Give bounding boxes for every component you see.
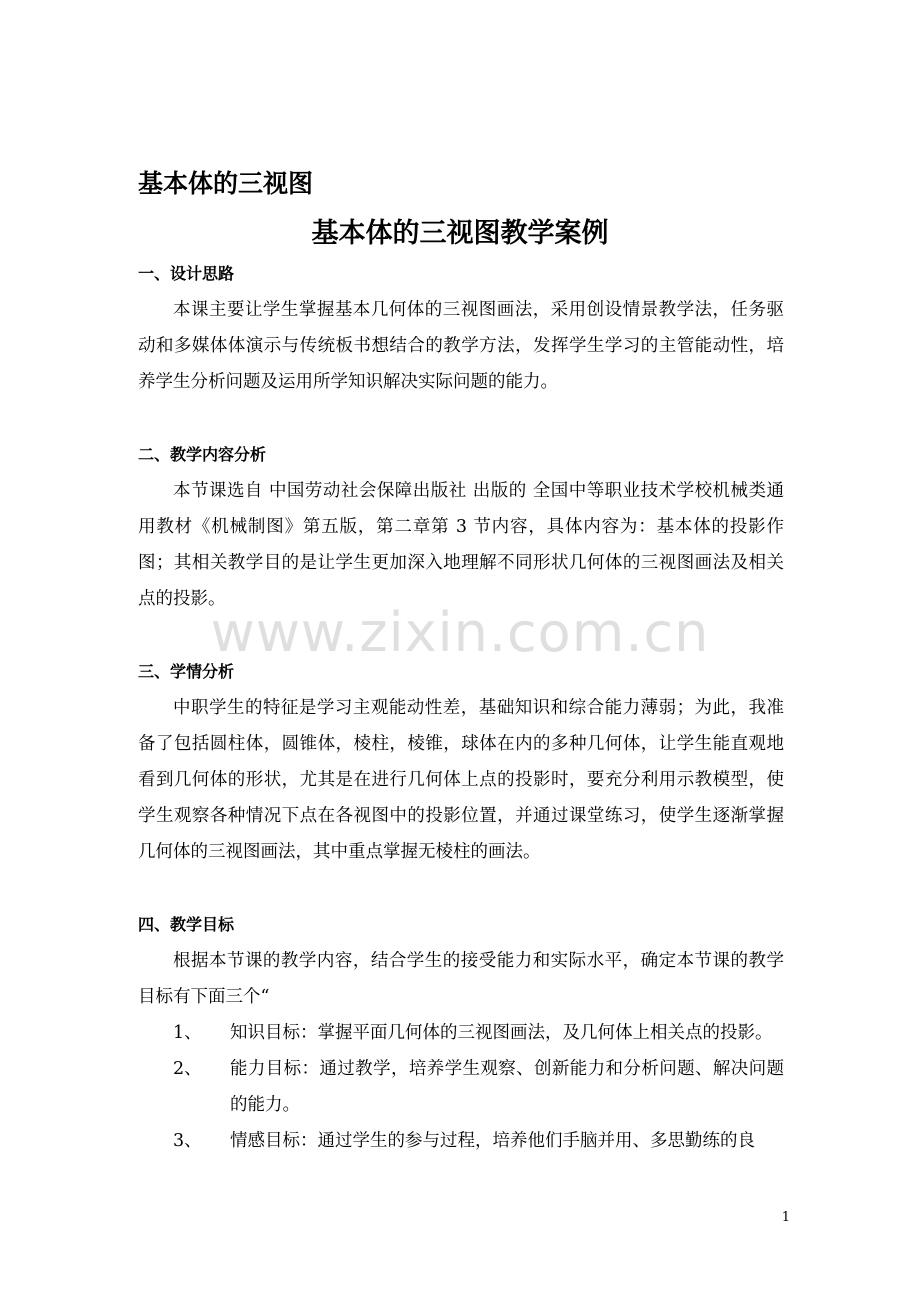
document-title: 基本体的三视图 xyxy=(138,169,314,198)
list-item-number: 1、 xyxy=(173,1023,202,1043)
section-paragraph: 中职学生的特征是学习主观能动性差，基础知识和综合能力薄弱；为此，我准备了包括圆柱体，圆锥体，棱柱，棱锥，球体在内的多种几何体，让学生能直观地看到几何体的形状，尤其是在进行几何体上点的投影时，要充分利用示教模型，使学生观察各种情况下点在各视图中的投影位置，并通过课堂练习，使学生逐渐掌握几何体的三视图画法，其中重点掌握无棱柱的画法。 xyxy=(138,698,784,862)
section-heading-design-idea: 一、设计思路 xyxy=(138,264,235,283)
section-heading-content-analysis: 二、教学内容分析 xyxy=(138,445,267,464)
section-paragraph: 根据本节课的教学内容，结合学生的接受能力和实际水平，确定本节课的教学目标有下面三个“ xyxy=(138,951,784,1007)
list-item-number: 3、 xyxy=(173,1131,202,1151)
section-heading-student-analysis: 三、学情分析 xyxy=(138,662,235,681)
section-heading-teaching-goals: 四、教学目标 xyxy=(138,915,235,934)
list-item xyxy=(173,1015,784,1051)
watermark: www.zixin.com.cn xyxy=(210,601,710,664)
document-subtitle: 基本体的三视图教学案例 xyxy=(311,218,609,249)
section-paragraph: 本课主要让学生掌握基本几何体的三视图画法，采用创设情景教学法，任务驱动和多媒体体演示与传统板书想结合的教学方法，发挥学生学习的主管能动性，培养学生分析问题及运用所学知识解决实际问题的能力。 xyxy=(138,300,784,392)
list-item-text: 知识目标：掌握平面几何体的三视图画法，及几何体上相关点的投影。 xyxy=(230,1023,773,1043)
page-number: 1 xyxy=(781,1210,790,1225)
section-paragraph: 本节课选自 中国劳动社会保障出版社 出版的 全国中等职业技术学校机械类通用教材《机械制图》第五版，第二章第 3 节内容，具体内容为：基本体的投影作图；其相关教学目的是让学生更加深入地理解不同形状几何体的三视图画法及相关点的投影。 xyxy=(138,481,784,609)
list-item-text: 能力目标：通过教学，培养学生观察、创新能力和分析问题、解决问题的能力。 xyxy=(230,1059,784,1115)
list-item xyxy=(173,1123,784,1159)
list-item-number: 2、 xyxy=(173,1059,202,1079)
list-item xyxy=(173,1051,784,1123)
list-item-text: 情感目标：通过学生的参与过程，培养他们手脑并用、多思勤练的良 xyxy=(230,1131,755,1151)
